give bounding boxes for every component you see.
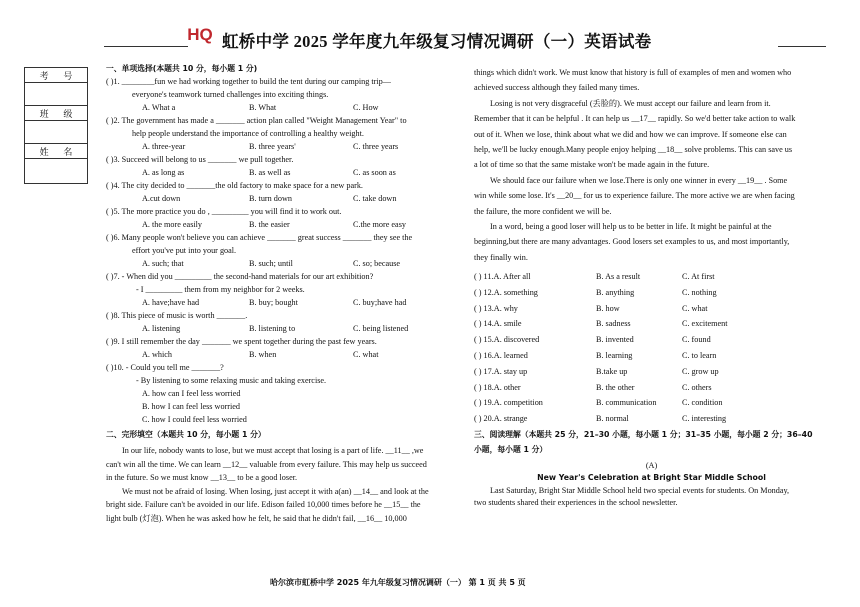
question-10: ( )10. - Could you tell me _______? - By listening to some relaxing music and taking exercise. A. how can I feel less worried B. how I can feel less worried C. how I could feel less worried: [106, 363, 327, 424]
cloze-options: [474, 273, 829, 431]
cloze-option-row: ( ) 18.A. other B. the other C. others: [474, 382, 712, 392]
cloze-passage-left: In our life, nobody wants to lose, but we must accept that losing is a part of life. __11__ ,we can't win all the time. We can learn __12__ valuable from every failure. This may help us succeed in the future. So we must know __13__ to be a good loser. We must not be afraid of losing. When losing, just accept it with a(an) __14__ and look at the bright side. Failure can't be avoided in our life. Edison failed 10,000 times before he __15__ the light bulb (灯泡). When he was asked how he felt, he said that he didn't fail, __16__ 10,000: [106, 446, 429, 523]
article-title: New Year's Celebration at Bright Star Middle School: [537, 473, 766, 483]
options-row: A. listening B. listening to C. being listened: [142, 324, 409, 333]
options-row: A. What a B. What C. How: [142, 103, 379, 112]
options-row: A. which B. when C. what: [142, 350, 379, 359]
right-column: [474, 69, 829, 511]
options-row: A. as long as B. as well as C. as soon as: [142, 168, 396, 177]
page-footer: 哈尔滨市虹桥中学 2025 年九年级复习情况调研（一） 第 1 页 共 5 页: [270, 578, 526, 587]
cloze-option-row: ( ) 16.A. learned B. learning C. to learn: [474, 351, 717, 361]
cloze-passage-right: things which didn't work. We must know that history is full of examples of men and women who achieved success although they failed many times. Losing is not very disgraceful (丢脸的). We must accept our failure and learn from it. Remember that it can be helpful . It can help us __17__ rapidly. So we'd better take action to walk out of it. When we lose, think about what we did and how we can improve. If someone else can help, we'll be lucky enough.Many people enjoy helping __18__ solve problems. This can save us a lot of time so that the same mistake won't be made again in the future. We should face our failure when we lose.There is only one winner in every __19__ . Some win while some lose. It's __20__ for us to experience failure. The more active we are when facing the failure, the more confident we will be. In a word, being a good loser will help us to be better in life. It might be painful at the beginning,but there are many advantages. Good losers set examples to us, and most importantly, they finally win.: [474, 68, 796, 262]
cloze-option-row: ( ) 13.A. why B. how C. what: [474, 303, 708, 313]
cloze-option-row: ( ) 20.A. strange B. normal C. interesting: [474, 414, 727, 424]
article-line: two students shared their experiences in the school newsletter.: [474, 498, 678, 508]
name-label: 姓 名: [25, 144, 88, 159]
question-5: ( )5. The more practice you do , _________ you will find it to work out. A. the more easily B. the easier C.the more easy: [106, 208, 461, 234]
section2-heading: 二、完形填空（本题共 10 分，每小题 1 分）: [106, 430, 266, 439]
reading-part-label: (A): [645, 461, 658, 471]
cloze-option-row: ( ) 19.A. competition B. communication C. condition: [474, 398, 723, 408]
name-field[interactable]: [25, 159, 88, 184]
options-row: A.cut down B. turn down C. take down: [142, 194, 397, 203]
options-row: A. three-year B. three years' C. three years: [142, 142, 399, 151]
question-2: ( )2. The government has made a _______ action plan called "Weight Management Year" to help people understand the importance of controlling a healthy weight. A. three-year B. three years' C. three years: [106, 117, 461, 156]
section3-heading-line2: 小题，每小题 1 分）: [474, 445, 548, 455]
header-rule-right: [778, 46, 826, 47]
cloze-option-row: ( ) 17.A. stay up B.take up C. grow up: [474, 366, 719, 376]
options-row: A. have;have had B. buy; bought C. buy;have had: [142, 298, 407, 307]
cloze-option-row: ( ) 14.A. smile B. sadness C. excitement: [474, 319, 728, 329]
exam-number-label: 考 号: [25, 68, 88, 83]
question-6: ( )6. Many people won't believe you can achieve _______ great success _______ they see the effort you've put into your goal. A. such; that B. such; until C. so; because: [106, 234, 461, 273]
header-rule-left: [104, 46, 188, 47]
article-line: Last Saturday, Bright Star Middle School held two special events for students. On Monday,: [490, 486, 790, 496]
class-label: 班 级: [25, 106, 88, 121]
options-row: A. such; that B. such; until C. so; because: [142, 259, 401, 268]
section3-heading-line1: 三、阅读理解（本题共 25 分，21–30 小题，每小题 1 分；31–35 小题，每小题 2 分；36–40: [474, 430, 813, 440]
cloze-option-row: ( ) 12.A. something B. anything C. nothing: [474, 287, 717, 297]
question-9: ( )9. I still remember the day _______ we spent together during the past few years. A. which B. when C. what: [106, 338, 461, 364]
school-logo-icon: [187, 22, 213, 46]
section1-heading: 一、单项选择(本题共 10 分，每小题 1 分): [106, 64, 258, 73]
cloze-option-row: ( ) 15.A. discovered B. invented C. found: [474, 335, 711, 345]
question-7: ( )7. - When did you _________ the second-hand materials for our art exhibition? - I _________ them from my neighbor for 2 weeks. A. have;have had B. buy; bought C. buy;have had: [106, 273, 461, 312]
exam-number-field[interactable]: [25, 83, 88, 106]
left-column: [106, 65, 461, 529]
student-info-table: [24, 67, 88, 184]
options-row: A. the more easily B. the easier C.the more easy: [142, 220, 406, 229]
question-3: ( )3. Succeed will belong to us _______ we pull together. A. as long as B. as well as C. as soon as: [106, 156, 461, 182]
question-4: ( )4. The city decided to _______the old factory to make space for a new park. A.cut down B. turn down C. take down: [106, 182, 461, 208]
question-1: ( )1. ________fun we had working together to build the tent during our camping trip— everyone's teamwork turned challenges into exciting things. A. What a B. What C. How: [106, 78, 461, 117]
question-8: ( )8. This piece of music is worth _______. A. listening B. listening to C. being listened: [106, 312, 461, 338]
logo-text: HQ: [187, 25, 213, 44]
class-field[interactable]: [25, 121, 88, 144]
cloze-option-row: ( ) 11.A. After all B. As a result C. At first: [474, 272, 715, 282]
page-title: 虹桥中学 2025 学年度九年级复习情况调研（一）英语试卷: [222, 32, 652, 51]
